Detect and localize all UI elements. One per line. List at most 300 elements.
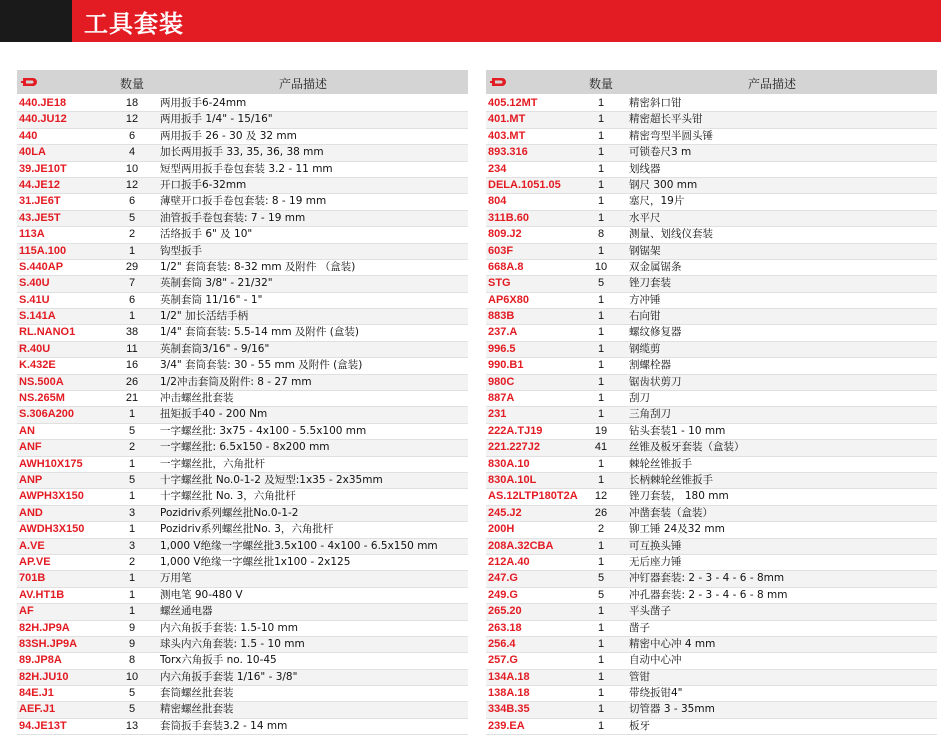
table-row	[486, 227, 937, 243]
description: 可锁卷尺3 m	[629, 146, 692, 159]
product-code: AS.12LTP180T2A	[488, 490, 578, 503]
product-code: 115A.100	[19, 244, 67, 257]
quantity: 5	[597, 277, 605, 290]
quantity: 1	[597, 113, 605, 126]
quantity: 1	[597, 178, 605, 191]
description: 冲钉器套装: 2 - 3 - 4 - 6 - 8mm	[629, 572, 785, 585]
description: 活络扳手 6" 及 10"	[160, 228, 253, 241]
table-row	[17, 227, 468, 243]
description: 套筒螺丝批套装	[160, 687, 234, 700]
table-row	[17, 571, 468, 587]
quantity: 5	[128, 424, 136, 437]
table-row	[17, 522, 468, 538]
table-row	[17, 325, 468, 341]
table-row	[486, 588, 937, 604]
description: 板牙	[629, 719, 650, 732]
quantity: 1	[128, 244, 136, 257]
product-code: AWDH3X150	[19, 523, 85, 536]
description: 方冲锤	[629, 293, 661, 306]
table-row	[17, 555, 468, 571]
table-row	[17, 112, 468, 128]
description: 凿子	[629, 621, 650, 634]
description: 划线器	[629, 162, 661, 175]
product-code: S.141A	[19, 310, 56, 323]
description: 1/2" 套筒套装: 8-32 mm 及附件 （盒装)	[160, 260, 356, 273]
product-code: AP.VE	[19, 555, 51, 568]
quantity: 7	[128, 277, 136, 290]
title-red-band	[72, 0, 941, 42]
quantity: 10	[125, 162, 139, 175]
table-body	[17, 96, 468, 735]
description: 油管扳手卷包套装: 7 - 19 mm	[160, 211, 306, 224]
table-row	[486, 211, 937, 227]
product-code: 134A.18	[488, 670, 530, 683]
table-row	[486, 407, 937, 423]
table-row	[17, 96, 468, 112]
brand-logo-icon	[21, 77, 41, 87]
qty-header: 数量	[119, 77, 144, 91]
quantity: 1	[128, 605, 136, 618]
description: 内六角扳手套装: 1.5-10 mm	[160, 621, 299, 634]
description: 螺纹修复器	[629, 326, 682, 339]
product-code: 809.J2	[488, 228, 522, 241]
description: 无后座力锤	[629, 555, 682, 568]
quantity: 1	[597, 555, 605, 568]
product-code: 996.5	[488, 342, 516, 355]
product-code: 82H.JU10	[19, 670, 69, 683]
product-code: 245.J2	[488, 506, 522, 519]
quantity: 1	[597, 703, 605, 716]
table-row	[486, 539, 937, 555]
product-code: 94.JE13T	[19, 719, 67, 732]
product-code: ANF	[19, 441, 42, 454]
table-row	[486, 440, 937, 456]
product-code: 440.JE18	[19, 97, 67, 109]
table-row	[17, 293, 468, 309]
quantity: 1	[597, 539, 605, 552]
table-row	[17, 506, 468, 522]
product-code: 231	[488, 408, 507, 421]
table-row	[486, 244, 937, 260]
table-row	[17, 702, 468, 718]
description: 三角刮刀	[629, 408, 671, 421]
product-code: 237.A	[488, 326, 518, 339]
description: 钢尺 300 mm	[629, 178, 698, 191]
quantity: 1	[597, 359, 605, 372]
product-code: 256.4	[488, 637, 516, 650]
quantity: 5	[128, 703, 136, 716]
description: 水平尺	[629, 211, 661, 224]
description: 一字螺丝批，六角批杆	[160, 457, 265, 470]
product-code: 247.G	[488, 572, 518, 585]
product-code: 887A	[488, 392, 515, 405]
quantity: 1	[597, 326, 605, 339]
quantity: 12	[594, 490, 608, 503]
table-row	[486, 96, 937, 112]
table-header	[486, 70, 937, 94]
description: 带绕扳钳4"	[629, 687, 683, 700]
table-row	[17, 489, 468, 505]
title-black-block	[0, 0, 72, 42]
table-row	[486, 506, 937, 522]
quantity: 1	[597, 621, 605, 634]
quantity: 1	[128, 408, 136, 421]
table-row	[17, 194, 468, 210]
quantity: 1	[597, 392, 605, 405]
quantity: 1	[597, 719, 605, 732]
description: 测量、划线仪套装	[629, 228, 713, 241]
description: 冲孔器套装: 2 - 3 - 4 - 6 - 8 mm	[629, 588, 788, 601]
table-row	[17, 440, 468, 456]
table-row	[486, 637, 937, 653]
product-code: 222A.TJ19	[488, 424, 543, 437]
table-row	[17, 129, 468, 145]
quantity: 10	[125, 670, 139, 683]
description: 钩型扳手	[160, 244, 202, 257]
product-code: 668A.8	[488, 260, 524, 273]
description: 平头凿子	[629, 605, 671, 618]
description: 精密中心冲 4 mm	[629, 637, 716, 650]
quantity: 5	[128, 211, 136, 224]
quantity: 21	[125, 392, 139, 405]
right-table	[486, 70, 937, 735]
quantity: 1	[597, 211, 605, 224]
description: 十字螺丝批 No.0-1-2 及短型:1x35 - 2x35mm	[160, 473, 383, 486]
description: 套筒扳手套装3.2 - 14 mm	[160, 719, 288, 732]
quantity: 1	[597, 244, 605, 257]
quantity: 1	[128, 457, 136, 470]
quantity: 1	[597, 129, 605, 142]
product-code: 830A.10	[488, 457, 530, 470]
description: 钢锯架	[629, 244, 661, 257]
table-row	[486, 424, 937, 440]
product-code: R.40U	[19, 342, 51, 355]
product-code: AEF.J1	[19, 703, 56, 716]
quantity: 1	[597, 146, 605, 159]
product-code: 311B.60	[488, 211, 529, 224]
product-code: 980C	[488, 375, 515, 388]
description: 铆工锤 24及32 mm	[629, 523, 725, 536]
table-row	[17, 260, 468, 276]
description: 可互换头锤	[629, 539, 682, 552]
description: 扭矩扳手40 - 200 Nm	[160, 408, 268, 421]
table-row	[486, 555, 937, 571]
quantity: 3	[128, 539, 136, 552]
description: 钢缆剪	[629, 342, 661, 355]
product-code: 234	[488, 162, 507, 175]
description: 长柄棘轮丝锥扳手	[629, 473, 713, 486]
product-code: 265.20	[488, 605, 522, 618]
product-code: 40LA	[19, 146, 46, 159]
quantity: 5	[128, 473, 136, 486]
description: 锉刀套装， 180 mm	[629, 490, 729, 503]
quantity: 13	[125, 719, 139, 732]
table-row	[17, 621, 468, 637]
description: 两用扳手 26 - 30 及 32 mm	[160, 129, 297, 142]
table-row	[17, 375, 468, 391]
table-row	[17, 358, 468, 374]
table-row	[486, 653, 937, 669]
table-row	[17, 719, 468, 735]
product-code: S.440AP	[19, 260, 64, 273]
quantity: 1	[128, 523, 136, 536]
product-code: 31.JE6T	[19, 195, 61, 208]
product-code: NS.500A	[19, 375, 64, 388]
product-code: S.306A200	[19, 408, 75, 421]
quantity: 1	[597, 654, 605, 667]
description: 塞尺，19片	[629, 195, 685, 208]
table-row	[17, 178, 468, 194]
table-row	[486, 702, 937, 718]
quantity: 6	[128, 195, 136, 208]
description: 十字螺丝批 No. 3，六角批杆	[160, 490, 296, 503]
description: 一字螺丝批: 6.5x150 - 8x200 mm	[160, 441, 330, 454]
description: 割螺栓器	[629, 359, 671, 372]
product-code: AF	[19, 605, 34, 618]
table-row	[486, 571, 937, 587]
product-code: S.40U	[19, 277, 50, 290]
brand-logo-icon	[490, 77, 510, 87]
product-code: 334B.35	[488, 703, 530, 716]
product-code: 804	[488, 195, 507, 208]
quantity: 9	[128, 637, 136, 650]
description: 英制套筒 11/16" - 1"	[160, 293, 263, 306]
quantity: 2	[128, 441, 136, 454]
product-code: AP6X80	[488, 293, 529, 306]
table-row	[486, 621, 937, 637]
product-code: 830A.10L	[488, 473, 537, 486]
table-row	[486, 375, 937, 391]
product-code: ANP	[19, 473, 43, 486]
quantity: 29	[125, 260, 139, 273]
quantity: 10	[594, 260, 608, 273]
product-code: 249.G	[488, 588, 518, 601]
table-body	[486, 96, 937, 735]
product-code: AV.HT1B	[19, 588, 65, 601]
description: 1/2冲击套筒及附件: 8 - 27 mm	[160, 375, 312, 388]
quantity: 1	[597, 473, 605, 486]
table-row	[486, 489, 937, 505]
description: 加长两用扳手 33, 35, 36, 38 mm	[160, 146, 324, 159]
product-code: DELA.1051.05	[488, 178, 561, 191]
description: 精密斜口钳	[629, 97, 682, 109]
quantity: 1	[597, 97, 605, 109]
description: 一字螺丝批: 3x75 - 4x100 - 5.5x100 mm	[160, 424, 367, 437]
quantity: 9	[128, 621, 136, 634]
description: 内六角扳手套装 1/16" - 3/8"	[160, 670, 298, 683]
product-code: 89.JP8A	[19, 654, 62, 667]
quantity: 19	[594, 424, 608, 437]
product-code: 208A.32CBA	[488, 539, 554, 552]
table-row	[17, 670, 468, 686]
description: 1/2" 加长活结手柄	[160, 310, 249, 323]
quantity: 26	[125, 375, 139, 388]
table-row	[17, 588, 468, 604]
table-row	[486, 276, 937, 292]
table-row	[486, 260, 937, 276]
description: 薄壁开口扳手卷包套装: 8 - 19 mm	[160, 195, 327, 208]
table-row	[486, 719, 937, 735]
product-code: K.432E	[19, 359, 56, 372]
desc-header: 产品描述	[279, 77, 328, 91]
description: 3/4" 套筒套装: 30 - 55 mm 及附件 (盒装)	[160, 359, 363, 372]
quantity: 1	[597, 310, 605, 323]
quantity: 12	[125, 178, 139, 191]
description: 冲凿套装（盒装）	[629, 506, 713, 519]
description: 冲击螺丝批套装	[160, 392, 234, 405]
description: 精密螺丝批套装	[160, 703, 234, 716]
table-row	[486, 309, 937, 325]
description: 两用扳手 1/4" - 15/16"	[160, 113, 273, 126]
title-bar	[0, 0, 941, 42]
quantity: 1	[597, 637, 605, 650]
quantity: 6	[128, 293, 136, 306]
table-row	[17, 276, 468, 292]
quantity: 1	[128, 310, 136, 323]
product-code: 221.227J2	[488, 441, 540, 454]
quantity: 1	[597, 670, 605, 683]
description: 短型两用扳手卷包套装 3.2 - 11 mm	[160, 162, 333, 175]
quantity: 1	[597, 342, 605, 355]
product-code: 990.B1	[488, 359, 524, 372]
quantity: 2	[597, 523, 605, 536]
quantity: 26	[594, 506, 608, 519]
quantity: 1	[597, 162, 605, 175]
table-row	[486, 604, 937, 620]
quantity: 1	[128, 490, 136, 503]
table-row	[17, 145, 468, 161]
product-code: 82H.JP9A	[19, 621, 70, 634]
quantity: 16	[125, 359, 139, 372]
table-row	[17, 539, 468, 555]
table-row	[17, 244, 468, 260]
quantity: 1	[597, 408, 605, 421]
product-code: NS.265M	[19, 392, 65, 405]
product-code: AN	[19, 424, 35, 437]
product-code: 39.JE10T	[19, 162, 67, 175]
table-row	[17, 424, 468, 440]
description: 英制套筒3/16" - 9/16"	[160, 342, 270, 355]
product-code: AND	[19, 506, 43, 519]
description: 切管器 3 - 35mm	[629, 703, 715, 716]
product-code: 893.316	[488, 146, 528, 159]
product-code: 883B	[488, 310, 515, 323]
table-row	[17, 457, 468, 473]
quantity: 1	[597, 687, 605, 700]
description: 自动中心冲	[629, 654, 682, 667]
table-row	[486, 178, 937, 194]
product-code: 138A.18	[488, 687, 530, 700]
table-row	[17, 391, 468, 407]
product-code: 239.EA	[488, 719, 525, 732]
description: 万用笔	[160, 572, 192, 585]
quantity: 5	[128, 687, 136, 700]
product-code: STG	[488, 277, 511, 290]
description: 1/4" 套筒套装: 5.5-14 mm 及附件 (盒装)	[160, 326, 359, 339]
quantity: 41	[594, 441, 608, 454]
table-row	[17, 604, 468, 620]
product-code: 44.JE12	[19, 178, 60, 191]
description: 右向钳	[629, 310, 661, 323]
table-row	[17, 653, 468, 669]
product-code: 603F	[488, 244, 514, 257]
description: 球头内六角套装: 1.5 - 10 mm	[160, 637, 305, 650]
table-row	[486, 358, 937, 374]
table-row	[486, 686, 937, 702]
desc-header: 产品描述	[748, 77, 797, 91]
quantity: 1	[597, 605, 605, 618]
product-code: RL.NANO1	[19, 326, 76, 339]
table-row	[17, 309, 468, 325]
description: 丝锥及板牙套装（盒装）	[629, 441, 745, 454]
quantity: 1	[597, 375, 605, 388]
table-row	[486, 391, 937, 407]
product-code: 84E.J1	[19, 687, 54, 700]
table-row	[486, 162, 937, 178]
quantity: 12	[125, 113, 139, 126]
quantity: 38	[125, 326, 139, 339]
table-row	[17, 473, 468, 489]
table-row	[486, 670, 937, 686]
description: 螺丝通电器	[160, 605, 213, 618]
table-row	[486, 145, 937, 161]
qty-header: 数量	[588, 77, 613, 91]
table-row	[17, 342, 468, 358]
table-row	[486, 342, 937, 358]
description: 开口扳手6-32mm	[160, 178, 247, 191]
product-code: AWH10X175	[19, 457, 83, 470]
table-row	[486, 522, 937, 538]
product-code: S.41U	[19, 293, 50, 306]
description: 锯齿状剪刀	[629, 375, 682, 388]
product-code: 401.MT	[488, 113, 526, 126]
quantity: 11	[126, 342, 138, 355]
product-code: 113A	[19, 228, 45, 241]
product-code: 212A.40	[488, 555, 530, 568]
description: 锉刀套装	[629, 277, 671, 290]
quantity: 1	[597, 195, 605, 208]
product-code: 405.12MT	[488, 97, 538, 109]
product-code: 701B	[19, 572, 46, 585]
description: 精密超长平头钳	[629, 113, 703, 126]
table-row	[486, 112, 937, 128]
quantity: 3	[128, 506, 136, 519]
description: 测电笔 90-480 V	[160, 588, 243, 601]
table-row	[486, 194, 937, 210]
table-row	[486, 473, 937, 489]
page-title: 工具套装	[84, 10, 184, 38]
quantity: 5	[597, 588, 605, 601]
product-code: 83SH.JP9A	[19, 637, 78, 650]
quantity: 1	[597, 457, 605, 470]
description: 1,000 V绝缘一字螺丝批1x100 - 2x125	[160, 555, 351, 568]
description: Pozidriv系列螺丝批No. 3，六角批杆	[160, 523, 334, 536]
quantity: 1	[128, 588, 136, 601]
table-row	[17, 211, 468, 227]
quantity: 2	[128, 555, 136, 568]
product-code: AWPH3X150	[19, 490, 84, 503]
description: Torx六角扳手 no. 10-45	[160, 654, 277, 667]
quantity: 1	[597, 293, 605, 306]
table-row	[17, 407, 468, 423]
quantity: 8	[597, 228, 605, 241]
description: 钻头套装1 - 10 mm	[629, 424, 726, 437]
quantity: 5	[597, 572, 605, 585]
quantity: 18	[125, 97, 139, 109]
description: 管钳	[629, 670, 650, 683]
product-code: 440.JU12	[19, 113, 67, 126]
description: 刮刀	[629, 392, 650, 405]
